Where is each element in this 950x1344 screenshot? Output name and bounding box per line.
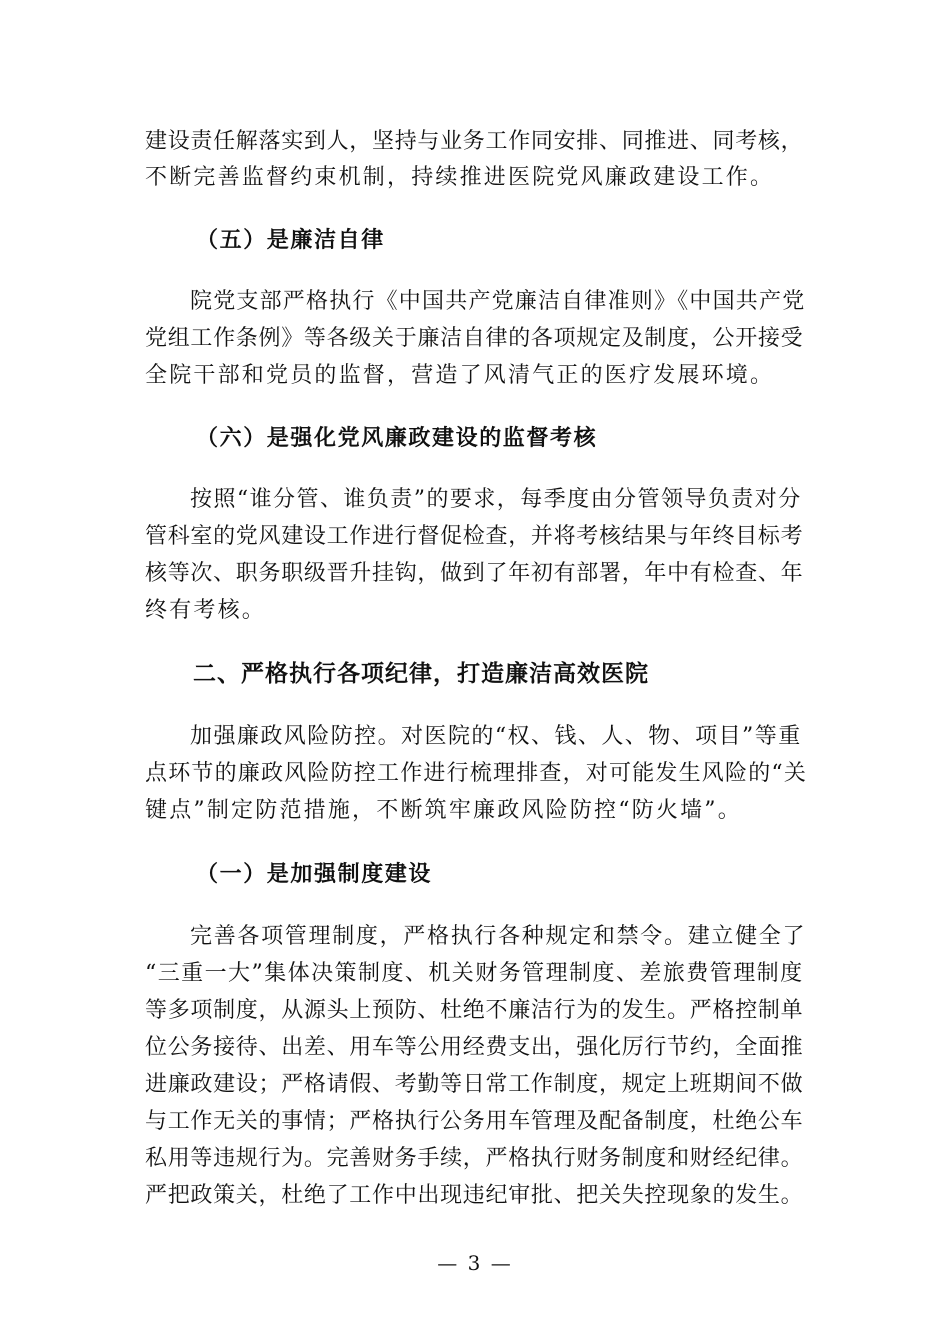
paragraph-line: 加强廉政风险防控。对医院的“权、钱、人、物、项目”等重 [190, 724, 802, 749]
paragraph-line: 全院干部和党员的监督，营造了风清气正的医疗发展环境。 [145, 363, 775, 388]
paragraph-line: 点环节的廉政风险防控工作进行梳理排查，对可能发生风险的“关 [145, 761, 808, 786]
subheading-6: （六）是强化党风廉政建设的监督考核 [196, 425, 598, 451]
paragraph-line: 建设责任解落实到人，坚持与业务工作同安排、同推进、同考核， [145, 129, 804, 154]
paragraph-line: 管科室的党风建设工作进行督促检查，并将考核结果与年终目标考 [145, 524, 804, 549]
subheading-5: （五）是廉洁自律 [196, 227, 385, 253]
paragraph-line: 严把政策关，杜绝了工作中出现违纪审批、把关失控现象的发生。 [145, 1183, 804, 1208]
paragraph-line: 与工作无关的事情；严格执行公务用车管理及配备制度，杜绝公车 [145, 1109, 804, 1134]
subheading-1: （一）是加强制度建设 [196, 861, 433, 887]
paragraph-line: 党组工作条例》等各级关于廉洁自律的各项规定及制度，公开接受 [145, 326, 804, 351]
page-number: — 3 — [437, 1251, 513, 1275]
section-heading-2: 二、严格执行各项纪律，打造廉洁高效医院 [193, 661, 649, 687]
paragraph-line: 按照“谁分管、谁负责”的要求，每季度由分管领导负责对分 [190, 487, 802, 512]
paragraph-line: 完善各项管理制度，严格执行各种规定和禁令。建立健全了 [190, 924, 807, 949]
paragraph-line: “三重一大”集体决策制度、机关财务管理制度、差旅费管理制度 [145, 961, 804, 986]
paragraph-line: 院党支部严格执行《中国共产党廉洁自律准则》《中国共产党 [190, 289, 806, 314]
paragraph-line: 位公务接待、出差、用车等公用经费支出，强化厉行节约，全面推 [145, 1035, 804, 1060]
paragraph-line: 键点”制定防范措施，不断筑牢廉政风险防控“防火墙”。 [145, 798, 742, 823]
paragraph-line: 私用等违规行为。完善财务手续，严格执行财务制度和财经纪律。 [145, 1146, 804, 1171]
paragraph-line: 不断完善监督约束机制，持续推进医院党风廉政建设工作。 [145, 165, 775, 190]
paragraph-line: 等多项制度，从源头上预防、杜绝不廉洁行为的发生。严格控制单 [145, 998, 804, 1023]
paragraph-line: 终有考核。 [145, 598, 267, 623]
paragraph-line: 进廉政建设；严格请假、考勤等日常工作制度，规定上班期间不做 [145, 1072, 804, 1097]
paragraph-line: 核等次、职务职级晋升挂钩，做到了年初有部署，年中有检查、年 [145, 561, 804, 586]
